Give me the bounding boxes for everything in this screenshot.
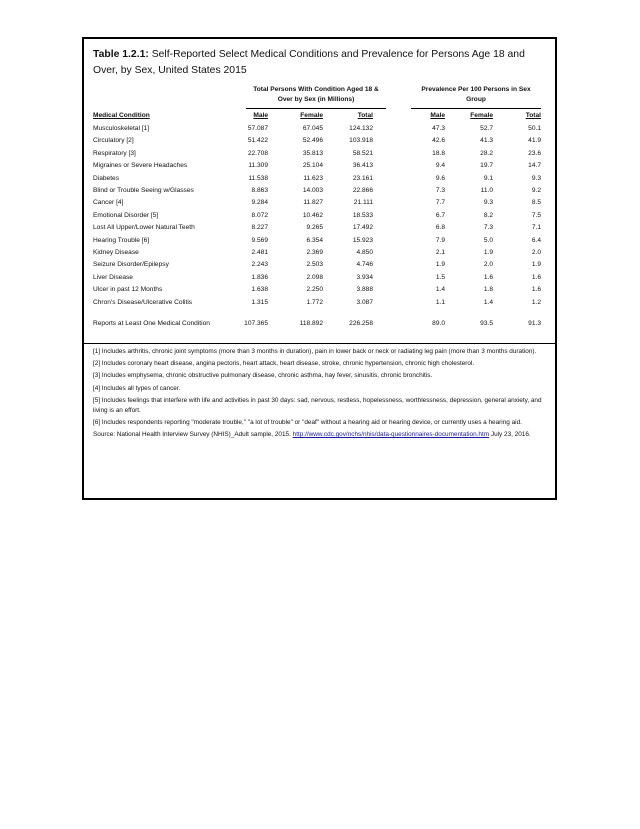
row-male-count: 1.836 xyxy=(251,273,268,281)
row-male-prev: 2.1 xyxy=(435,249,445,256)
row-female-prev: 19.7 xyxy=(480,162,493,170)
row-female-count: 67.045 xyxy=(302,125,323,132)
row-male-count: 1.638 xyxy=(251,286,268,294)
table-row xyxy=(93,135,551,147)
table-row xyxy=(93,160,551,172)
row-female-count: 35.813 xyxy=(302,149,323,157)
summary-female-count: 118.892 xyxy=(299,320,323,327)
row-total-prev: 1.6 xyxy=(531,286,541,294)
row-male-count: 9.284 xyxy=(251,199,268,207)
row-female-prev: 11.0 xyxy=(480,187,493,194)
row-male-count: 1.315 xyxy=(251,298,268,306)
row-total-prev: 1.9 xyxy=(531,261,541,269)
row-female-prev: 5.0 xyxy=(483,236,493,244)
row-total-prev: 41.9 xyxy=(528,137,541,145)
row-female-count: 11.623 xyxy=(303,174,323,182)
row-female-prev: 9.3 xyxy=(483,199,493,207)
row-female-count: 10.462 xyxy=(302,211,323,219)
summary-total-prev: 91.3 xyxy=(528,320,541,327)
row-total-prev: 1.6 xyxy=(531,273,541,281)
row-female-count: 2.503 xyxy=(306,261,323,269)
row-female-count: 11.827 xyxy=(303,199,323,207)
group-header-prevalence: Prevalence Per 100 Persons in Sex Group xyxy=(411,85,541,109)
footnote: [3] Includes emphysema, chronic obstructive pulmonary disease, chronic asthma, hay fever, sinusitis, chronic bronchitis. xyxy=(93,372,433,380)
row-female-count: 2.369 xyxy=(306,249,323,256)
row-male-count: 2.481 xyxy=(251,249,268,256)
row-male-prev: 9.4 xyxy=(435,162,445,170)
table-row xyxy=(93,297,551,309)
row-female-count: 2.098 xyxy=(306,273,323,281)
source-date: July 23, 2016. xyxy=(489,431,531,439)
row-male-prev: 6.8 xyxy=(435,224,445,232)
row-total-prev: 8.5 xyxy=(531,199,541,207)
row-female-prev: 9.1 xyxy=(483,174,493,182)
group-header-total-persons: Total Persons With Condition Aged 18 & Over by Sex (in Millions) xyxy=(246,85,386,109)
row-male-count: 8.863 xyxy=(251,187,268,194)
row-male-count: 11.309 xyxy=(248,162,268,170)
col-header-condition: Medical Condition xyxy=(93,112,150,119)
table-row xyxy=(93,222,551,234)
row-female-prev: 1.9 xyxy=(483,249,493,256)
table-row xyxy=(93,259,551,271)
summary-male-prev: 89.0 xyxy=(432,320,445,327)
col-header-female-prev: Female xyxy=(470,112,493,119)
row-male-prev: 7.7 xyxy=(435,199,445,207)
row-male-prev: 6.7 xyxy=(435,211,445,219)
row-total-prev: 1.2 xyxy=(531,298,541,306)
row-condition: Liver Disease xyxy=(93,273,133,281)
row-total-count: 15.923 xyxy=(352,236,373,244)
row-male-prev: 18.8 xyxy=(432,149,445,157)
row-male-count: 51.422 xyxy=(247,137,268,145)
row-total-count: 3.888 xyxy=(356,286,373,294)
row-male-prev: 42.6 xyxy=(432,137,445,145)
row-male-count: 22.708 xyxy=(247,149,268,157)
row-total-count: 18.533 xyxy=(352,211,373,219)
row-male-count: 9.569 xyxy=(251,236,268,244)
row-condition: Migraines or Severe Headaches xyxy=(93,162,188,170)
row-male-count: 2.243 xyxy=(251,261,268,269)
col-header-total-count: Total xyxy=(357,112,373,119)
row-male-prev: 7.3 xyxy=(435,187,445,194)
summary-male-count: 107.365 xyxy=(244,320,268,327)
row-male-prev: 1.1 xyxy=(435,298,445,306)
row-total-prev: 50.1 xyxy=(528,125,541,132)
row-condition: Musculoskeletal [1] xyxy=(93,125,150,132)
row-total-prev: 7.1 xyxy=(531,224,541,232)
row-total-count: 21.111 xyxy=(353,199,373,207)
row-condition: Diabetes xyxy=(93,174,120,182)
row-total-count: 22.866 xyxy=(352,187,373,194)
row-female-prev: 7.3 xyxy=(483,224,493,232)
source-link[interactable]: http://www.cdc.gov/nchs/nhis/data-questionnaires-documentation.htm xyxy=(292,431,490,439)
row-female-count: 6.354 xyxy=(306,236,323,244)
row-total-count: 4.850 xyxy=(356,249,373,256)
row-female-prev: 1.4 xyxy=(483,298,493,306)
table-row xyxy=(93,235,551,247)
row-male-count: 11.538 xyxy=(248,174,268,182)
footnote: [2] Includes coronary heart disease, angina pectoris, heart attack, heart disease, stroke, chronic hypertension, chronic high cholesterol. xyxy=(93,360,475,368)
col-header-male-count: Male xyxy=(253,112,268,119)
row-total-prev: 9.2 xyxy=(531,187,541,194)
col-header-female-count: Female xyxy=(300,112,323,119)
row-total-prev: 6.4 xyxy=(531,236,541,244)
row-female-count: 25.104 xyxy=(302,162,323,170)
row-condition: Blind or Trouble Seeing w/Glasses xyxy=(93,187,194,194)
title-text: Self-Reported Select Medical Conditions and Prevalence for Persons Age 18 and Over, by Sex, United States 2015 xyxy=(93,49,525,76)
row-total-prev: 14.7 xyxy=(528,162,541,170)
source-note xyxy=(84,430,555,442)
row-female-prev: 1.8 xyxy=(483,286,493,294)
row-total-prev: 2.0 xyxy=(531,249,541,256)
table-row xyxy=(93,148,551,160)
row-female-count: 9.265 xyxy=(306,224,323,232)
col-header-total-prev: Total xyxy=(525,112,541,119)
row-condition: Cancer [4] xyxy=(93,199,124,207)
row-total-prev: 7.5 xyxy=(531,211,541,219)
table-row xyxy=(93,210,551,222)
row-male-prev: 47.3 xyxy=(432,125,445,132)
row-condition: Respiratory [3] xyxy=(93,149,136,157)
row-total-count: 124.132 xyxy=(349,125,373,132)
row-female-count: 14.003 xyxy=(302,187,323,194)
row-male-count: 57.087 xyxy=(247,125,268,132)
source-text: Source: National Health Interview Survey (NHIS)_Adult sample, 2015. xyxy=(93,431,291,439)
footnote: [6] Includes respondents reporting "moderate trouble," "a lot of trouble" or "deaf" without a hearing aid or hearing device, or currently uses a hearing aid. xyxy=(93,419,522,427)
row-condition: Lost All Upper/Lower Natural Teeth xyxy=(93,224,195,232)
row-male-prev: 1.9 xyxy=(435,261,445,269)
row-male-prev: 1.5 xyxy=(435,273,445,281)
summary-total-count: 226.258 xyxy=(349,320,373,327)
row-total-count: 23.161 xyxy=(352,174,373,182)
row-total-count: 36.413 xyxy=(352,162,373,170)
footnote: [4] Includes all types of cancer. xyxy=(93,384,181,392)
row-condition: Hearing Trouble [6] xyxy=(93,236,150,244)
summary-row xyxy=(93,318,551,330)
row-total-count: 3.087 xyxy=(356,298,373,306)
row-total-count: 17.492 xyxy=(352,224,373,232)
table-row xyxy=(93,247,551,259)
table-row xyxy=(93,272,551,284)
summary-female-prev: 93.5 xyxy=(480,320,493,327)
row-total-prev: 9.3 xyxy=(531,174,541,182)
row-male-prev: 9.6 xyxy=(435,174,445,182)
table-row xyxy=(93,197,551,209)
row-total-count: 4.746 xyxy=(356,261,373,269)
table-row xyxy=(93,284,551,296)
row-total-count: 58.521 xyxy=(352,149,373,157)
row-condition: Circulatory [2] xyxy=(93,137,134,145)
footnotes xyxy=(84,343,555,443)
row-total-count: 3.934 xyxy=(356,273,373,281)
row-female-prev: 28.2 xyxy=(480,149,493,157)
row-total-prev: 23.6 xyxy=(528,149,541,157)
row-female-prev: 2.0 xyxy=(483,261,493,269)
row-male-prev: 7.9 xyxy=(435,236,445,244)
row-condition: Seizure Disorder/Epilepsy xyxy=(93,261,169,269)
summary-label: Reports at Least One Medical Condition xyxy=(93,320,210,327)
table-frame xyxy=(82,37,557,500)
row-total-count: 103.918 xyxy=(349,137,373,145)
row-female-prev: 41.3 xyxy=(480,137,493,145)
row-female-count: 52.496 xyxy=(302,137,323,145)
table-title xyxy=(93,47,543,79)
col-header-male-prev: Male xyxy=(430,112,445,119)
row-female-count: 1.772 xyxy=(306,298,323,306)
row-female-count: 2.250 xyxy=(306,286,323,294)
table-row xyxy=(93,185,551,197)
table-row xyxy=(93,123,551,135)
row-male-prev: 1.4 xyxy=(435,286,445,294)
row-condition: Chron's Disease/Ulcerative Colitis xyxy=(93,298,193,306)
row-condition: Kidney Disease xyxy=(93,249,139,256)
footnote: [5] Includes feelings that interfere with life and activities in past 30 days: sad, nervous, restless, hopelessness, worthlessness, depression, general anxiety, and living is an effort. xyxy=(93,396,542,415)
row-female-prev: 52.7 xyxy=(480,125,493,132)
column-header-row xyxy=(93,110,551,122)
row-male-count: 8.072 xyxy=(251,211,268,219)
row-condition: Emotional Disorder [5] xyxy=(93,211,159,219)
table-row xyxy=(93,173,551,185)
row-female-prev: 8.2 xyxy=(483,211,493,219)
row-female-prev: 1.6 xyxy=(483,273,493,281)
row-condition: Ulcer in past 12 Months xyxy=(93,286,163,294)
footnote: [1] Includes arthritis, chronic joint symptoms (more than 3 months in duration), pain in lower back or neck or radiating leg pain (more than 3 months duration). xyxy=(93,348,537,355)
row-male-count: 8.227 xyxy=(251,224,268,232)
title-label: Table 1.2.1: xyxy=(93,49,149,60)
